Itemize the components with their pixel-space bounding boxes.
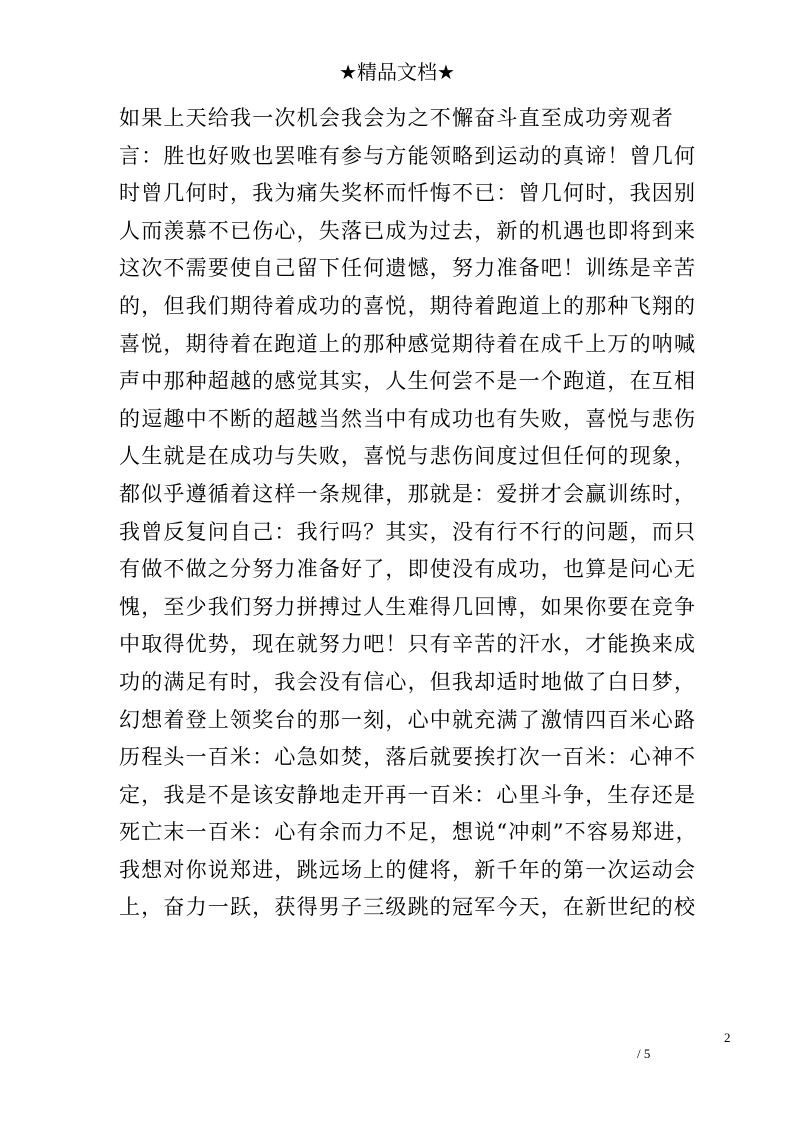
text-line: 幻想着登上领奖台的那一刻，心中就充满了激情四百米心路: [119, 707, 697, 732]
document-body: [119, 100, 698, 927]
text-line: 如果上天给我一次机会我会为之不懈奋斗直至成功旁观者: [119, 106, 674, 130]
text-line: 死亡末一百米：心有余而力不足，想说“冲刺”不容易郑进，: [119, 820, 698, 845]
text-line: 历程头一百米：心急如焚，落后就要挨打次一百米：心神不: [119, 745, 697, 770]
text-line: 愧，至少我们努力拼搏过人生难得几回博，如果你要在竞争: [119, 594, 697, 619]
text-line: 中取得优势，现在就努力吧！只有辛苦的汗水，才能换来成: [119, 632, 697, 657]
text-line: 这次不需要使自己留下任何遗憾，努力准备吧！训练是辛苦: [119, 256, 697, 281]
text-line: 时曾几何时，我为痛失奖杯而忏悔不已：曾几何时，我因别: [119, 181, 697, 206]
text-line: 有做不做之分努力准备好了，即使没有成功，也算是问心无: [119, 557, 697, 582]
text-line: 定，我是不是该安静地走开再一百米：心里斗争，生存还是: [119, 782, 697, 807]
text-line: 都似乎遵循着这样一条规律，那就是：爱拼才会赢训练时，: [119, 481, 697, 506]
text-line: 的，但我们期待着成功的喜悦，期待着跑道上的那种飞翔的: [119, 293, 697, 318]
document-header: ★精品文档★: [339, 60, 455, 84]
text-line: 人而羡慕不已伤心，失落已成为过去，新的机遇也即将到来: [119, 218, 697, 243]
page-number: 2: [724, 1030, 731, 1045]
text-line: 声中那种超越的感觉其实，人生何尝不是一个跑道，在互相: [119, 369, 697, 394]
text-line: 言：胜也好败也罢唯有参与方能领略到运动的真谛！曾几何: [119, 143, 697, 168]
text-line: 喜悦，期待着在跑道上的那种感觉期待着在成千上万的呐喊: [119, 331, 697, 356]
text-line: 人生就是在成功与失败，喜悦与悲伤间度过但任何的现象，: [119, 444, 697, 469]
text-line: 的逗趣中不断的超越当然当中有成功也有失败，喜悦与悲伤: [119, 406, 697, 431]
text-line: 功的满足有时，我会没有信心，但我却适时地做了白日梦，: [119, 669, 697, 694]
text-line: 我曾反复问自己：我行吗？其实，没有行不行的问题，而只: [119, 519, 697, 544]
text-line: 上，奋力一跃，获得男子三级跳的冠军今天，在新世纪的校: [119, 895, 697, 920]
page-total: / 5: [637, 1046, 651, 1061]
text-line: 我想对你说郑进，跳远场上的健将，新千年的第一次运动会: [119, 857, 697, 882]
